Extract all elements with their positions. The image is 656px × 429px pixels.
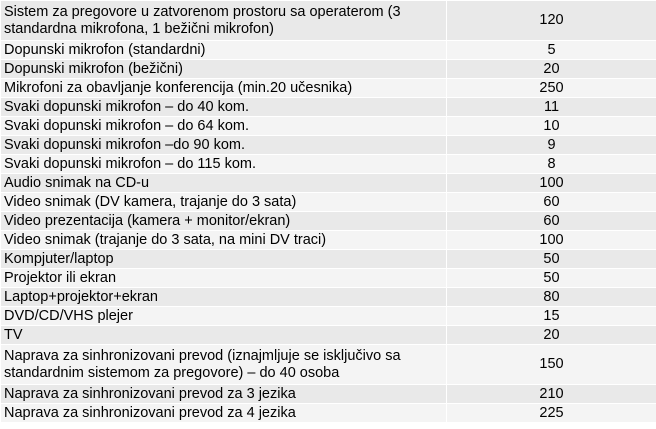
- service-description: Svaki dopunski mikrofon –do 90 kom.: [1, 136, 447, 155]
- service-price: 8: [447, 155, 656, 174]
- service-description: Svaki dopunski mikrofon – do 115 kom.: [1, 155, 447, 174]
- service-price: 250: [447, 79, 656, 98]
- service-description: Sistem za pregovore u zatvorenom prostoru sa operaterom (3 standardna mikrofona, 1 bežični mikrofon): [1, 1, 447, 41]
- service-description: Video snimak (DV kamera, trajanje do 3 sata): [1, 193, 447, 212]
- table-row: [1, 136, 656, 155]
- service-price: 120: [447, 1, 656, 41]
- service-price: 100: [447, 231, 656, 250]
- table-row: [1, 174, 656, 193]
- service-description: Naprava za sinhronizovani prevod (iznajmljuje se isključivo sa standardnim sistemom za pregovore) – do 40 osoba: [1, 345, 447, 385]
- service-description: DVD/CD/VHS plejer: [1, 307, 447, 326]
- service-description: Dopunski mikrofon (standardni): [1, 41, 447, 60]
- table-row: [1, 269, 656, 288]
- table-row: [1, 41, 656, 60]
- table-row: [1, 345, 656, 385]
- table-row: [1, 385, 656, 404]
- service-price: 225: [447, 404, 656, 423]
- service-description: Svaki dopunski mikrofon – do 40 kom.: [1, 98, 447, 117]
- table-row: [1, 307, 656, 326]
- service-price: 5: [447, 41, 656, 60]
- service-price: 20: [447, 326, 656, 345]
- service-price: 11: [447, 98, 656, 117]
- service-price: 50: [447, 269, 656, 288]
- service-description: Dopunski mikrofon (bežični): [1, 60, 447, 79]
- table-row: [1, 212, 656, 231]
- service-description: Video snimak (trajanje do 3 sata, na mini DV traci): [1, 231, 447, 250]
- table-row: [1, 231, 656, 250]
- service-description: Audio snimak na CD-u: [1, 174, 447, 193]
- service-price: 210: [447, 385, 656, 404]
- table-row: [1, 250, 656, 269]
- service-description: Mikrofoni za obavljanje konferencija (min.20 učesnika): [1, 79, 447, 98]
- table-row: [1, 326, 656, 345]
- service-description: Projektor ili ekran: [1, 269, 447, 288]
- table-row: [1, 288, 656, 307]
- service-price: 9: [447, 136, 656, 155]
- service-price: 150: [447, 345, 656, 385]
- service-price: 50: [447, 250, 656, 269]
- service-description: Naprava za sinhronizovani prevod za 3 jezika: [1, 385, 447, 404]
- service-price: 10: [447, 117, 656, 136]
- table-row: [1, 1, 656, 41]
- service-description: TV: [1, 326, 447, 345]
- service-price: 20: [447, 60, 656, 79]
- service-price: 60: [447, 212, 656, 231]
- service-description: Laptop+projektor+ekran: [1, 288, 447, 307]
- service-description: Kompjuter/laptop: [1, 250, 447, 269]
- table-row: [1, 117, 656, 136]
- table-row: [1, 155, 656, 174]
- table-row: [1, 60, 656, 79]
- table-row: [1, 193, 656, 212]
- table-row: [1, 404, 656, 423]
- service-price: 15: [447, 307, 656, 326]
- service-price: 80: [447, 288, 656, 307]
- service-description: Svaki dopunski mikrofon – do 64 kom.: [1, 117, 447, 136]
- service-price: 100: [447, 174, 656, 193]
- table-row: [1, 79, 656, 98]
- table-row: [1, 98, 656, 117]
- service-price: 60: [447, 193, 656, 212]
- service-description: Video prezentacija (kamera + monitor/ekran): [1, 212, 447, 231]
- service-description: Naprava za sinhronizovani prevod za 4 jezika: [1, 404, 447, 423]
